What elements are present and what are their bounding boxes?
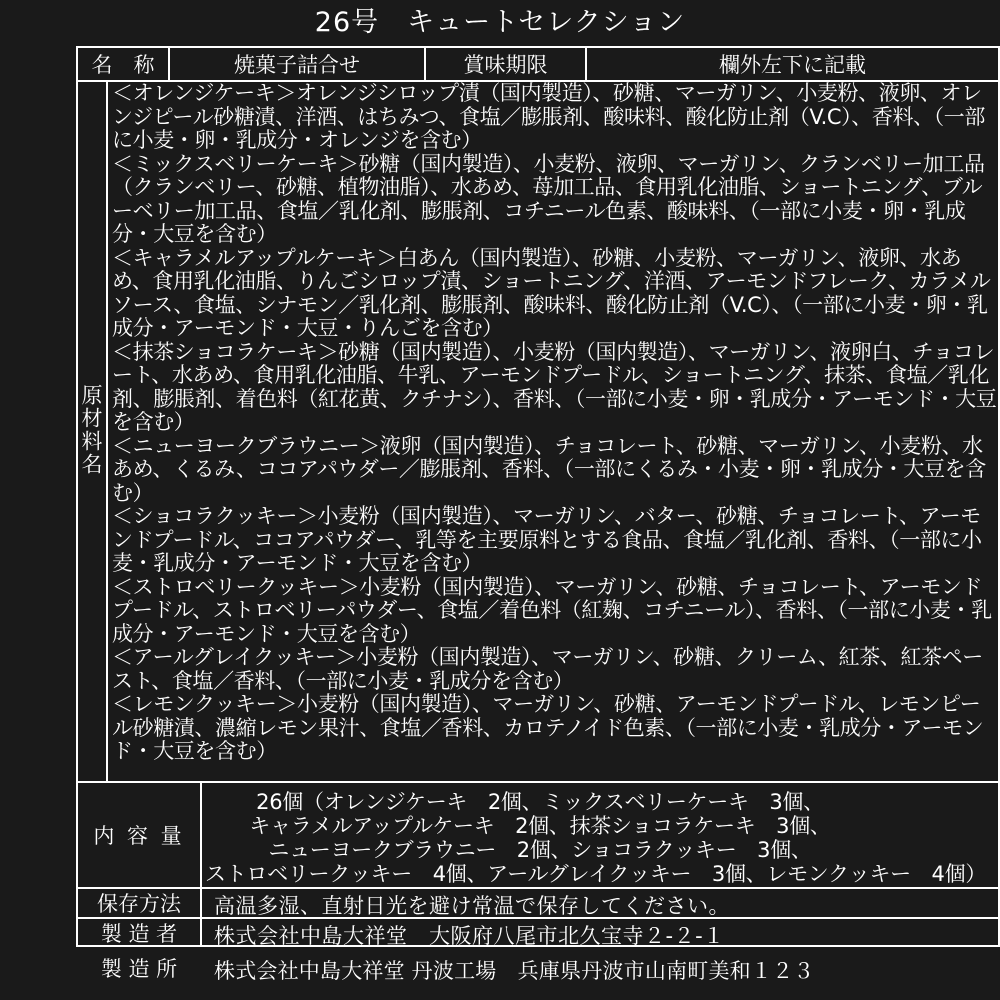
ingredient-mixed-berry-cake: ＜ミックスベリーケーキ＞砂糖（国内製造）、小麦粉、液卵、マーガリン、クランベリー加工品（クランベリー、砂糖、植物油脂）、水あめ、苺加工品、食用乳化油脂、ショートニング、ブルーベリー加工品、食塩／乳化剤、膨脹剤、コチニール色素、酸味料、（一部に小麦・卵・乳成分・大豆を含む） (112, 151, 985, 246)
contents-line: ストロベリークッキー 4個、アールグレイクッキー 3個、レモンクッキー 4個） (205, 862, 987, 886)
contents-divider (200, 781, 202, 887)
contents-line: ニューヨークブラウニー 2個、ショコラクッキー 3個、 (268, 838, 812, 862)
ingredient-strawberry-cookie: ＜ストロベリークッキー＞小麦粉（国内製造）、マーガリン、砂糖、チョコレート、アーモンドプードル、ストロベリーパウダー、食塩／着色料（紅麹、コチニール）、香料、（一部に小麦・乳成分・アーモンド・大豆を含む） (112, 574, 992, 646)
ingredients-list (112, 82, 997, 764)
ingredient-new-york-brownie: ＜ニューヨークブラウニー＞液卵（国内製造）、チョコレート、砂糖、マーガリン、小麦粉、水あめ、くるみ、ココアパウダー／膨脹剤、香料、（一部にくるみ・小麦・卵・乳成分・大豆を含む） (112, 433, 986, 505)
ingredient-lemon-cookie: ＜レモンクッキー＞小麦粉（国内製造）、マーガリン、砂糖、アーモンドプードル、レモンピール砂糖漬、濃縮レモン果汁、食塩／香料、カロテノイド色素、（一部に小麦・乳成分・アーモンド・大豆を含む） (112, 692, 984, 763)
page-title: 26号 キュートセレクション (314, 7, 686, 38)
ingredient-matcha-chocolat-cake: ＜抹茶ショコラケーキ＞砂糖（国内製造）、小麦粉（国内製造）、マーガリン、液卵白、チョコレート、水あめ、食用乳化油脂、牛乳、アーモンドプードル、ショートニング、抹茶、食塩／乳化剤、膨脹剤、着色料（紅花黄、クチナシ）、香料、（一部に小麦・卵・乳成分・アーモンド・大豆を含む） (112, 339, 997, 434)
factory-value: 株式会社中島大祥堂 丹波工場 兵庫県丹波市山南町美和１２３ (214, 959, 815, 983)
maker-value: 株式会社中島大祥堂 大阪府八尾市北久宝寺２-２-１ (214, 924, 725, 948)
contents-top-divider (76, 781, 1000, 783)
expiry-label: 賞味期限 (463, 53, 548, 77)
ingredient-orange-cake: ＜オレンジケーキ＞オレンジシロップ漬（国内製造）、砂糖、マーガリン、小麦粉、液卵、オレンジピール砂糖漬、洋酒、はちみつ、食塩／膨脹剤、酸味料、酸化防止剤（V.C）、香料、（一部に小麦・卵・乳成分・オレンジを含む） (112, 81, 985, 152)
factory-label: 製 造 所 (100, 957, 178, 981)
ingredients-divider (106, 80, 108, 781)
storage-label: 保存方法 (97, 892, 181, 916)
maker-label: 製 造 者 (100, 922, 178, 946)
maker-divider (200, 917, 202, 947)
contents-value (205, 790, 987, 886)
ingredient-caramel-apple-cake: ＜キャラメルアップルケーキ＞白あん（国内製造）、砂糖、小麦粉、マーガリン、液卵、水あめ、食用乳化油脂、りんごシロップ漬、ショートニング、洋酒、アーモンドフレーク、カラメルソース、食塩、シナモン／乳化剤、膨脹剤、酸味料、酸化防止剤（V.C）、（一部に小麦・卵・乳成分・アーモンド・大豆・りんごを含む） (112, 245, 991, 340)
contents-line: 26個（オレンジケーキ 2個、ミックスベリーケーキ 3個、 (256, 790, 824, 814)
name-value: 焼菓子詰合せ (234, 53, 360, 77)
ingredient-earl-grey-cookie: ＜アールグレイクッキー＞小麦粉（国内製造）、マーガリン、砂糖、クリーム、紅茶、紅茶ペースト、食塩／香料、（一部に小麦・乳成分を含む） (112, 645, 983, 693)
storage-top-divider (76, 887, 1000, 889)
name-label: 名 称 (91, 53, 155, 77)
ingredients-label: 原材料名 (79, 384, 103, 476)
expiry-value: 欄外左下に記載 (719, 53, 866, 77)
storage-divider (200, 887, 202, 917)
storage-value: 高温多湿、直射日光を避け常温で保存してください。 (214, 894, 730, 918)
ingredient-chocolat-cookie: ＜ショコラクッキー＞小麦粉（国内製造）、マーガリン、バター、砂糖、チョコレート、アーモンドプードル、ココアパウダー、乳等を主要原料とする食品、食塩／乳化剤、香料、（一部に小麦・乳成分・アーモンド・大豆を含む） (112, 504, 982, 575)
contents-line: キャラメルアップルケーキ 2個、抹茶ショコラケーキ 3個、 (249, 814, 831, 838)
maker-top-divider (76, 917, 1000, 919)
contents-label: 内 容 量 (93, 824, 185, 848)
